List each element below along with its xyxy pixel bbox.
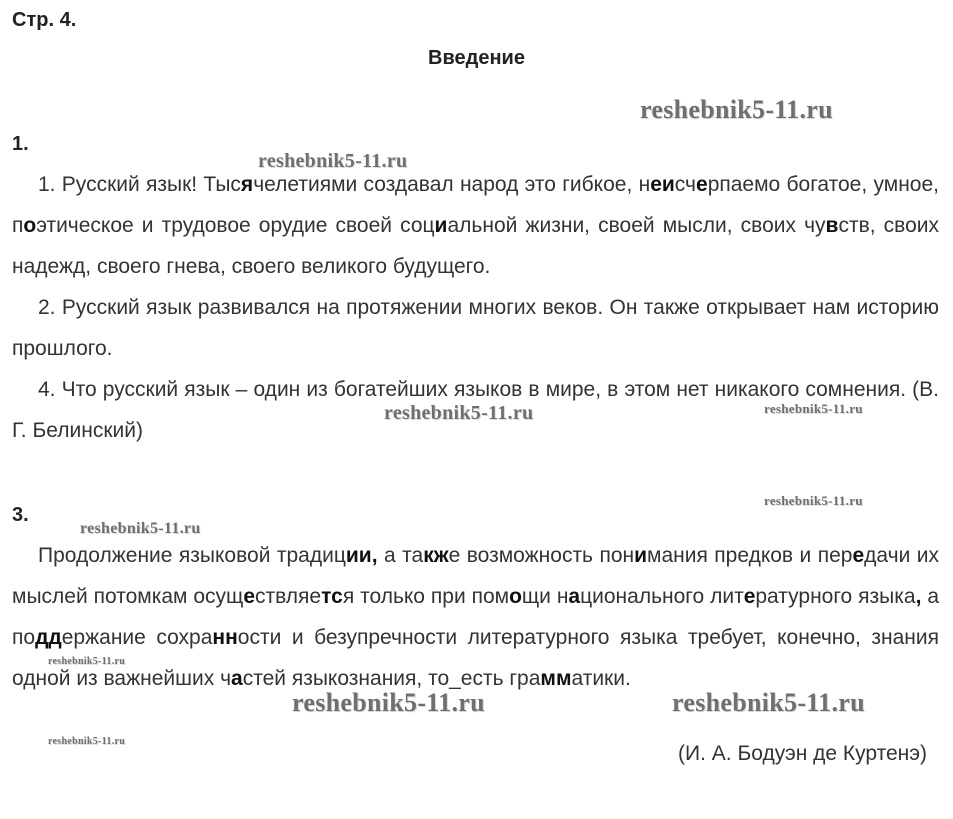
page-number: Стр. 4.	[12, 9, 77, 31]
page-title: Введение	[428, 47, 525, 69]
watermark: reshebnik5-11.ru	[258, 150, 408, 172]
paragraph-1: 1. Русский язык! Тысячелетиями создавал народ это гибкое, неисчерпаемо богатое, умное, поэтическое и трудовое орудие своей социальной жизни, своей мысли, своих чувств, своих надежд, своего гнева, своего великого будущего.	[12, 173, 939, 278]
paragraph-3: 4. Что русский язык – один из богатейших языков в мире, в этом нет никакого сомнения. (В. Г. Белинский)	[12, 378, 939, 442]
paragraph-2: 2. Русский язык развивался на протяжении многих веков. Он также открывает нам историю прошлого.	[12, 296, 939, 360]
watermark: reshebnik5-11.ru	[292, 688, 485, 717]
watermark: reshebnik5-11.ru	[764, 493, 863, 508]
watermark: reshebnik5-11.ru	[384, 402, 534, 424]
watermark: reshebnik5-11.ru	[80, 520, 201, 537]
quote-author: (И. А. Бодуэн де Куртенэ)	[678, 742, 927, 765]
watermark: reshebnik5-11.ru	[640, 95, 833, 124]
watermark: reshebnik5-11.ru	[48, 736, 126, 747]
section-number-3: 3.	[12, 504, 29, 526]
paragraph-section-3: Продолжение языковой традиции, а также возможность понимания предков и передачи их мыслей потомкам осуществляется только при помощи национального литературного языка, а поддержание сохранности и безупречности литературного языка требует, конечно, знания одной из важнейших частей языкознания, то_есть грамматики.	[12, 544, 939, 690]
watermark: reshebnik5-11.ru	[764, 401, 863, 416]
section-number-1: 1.	[12, 133, 29, 155]
watermark: reshebnik5-11.ru	[48, 656, 126, 667]
watermark: reshebnik5-11.ru	[672, 688, 865, 717]
